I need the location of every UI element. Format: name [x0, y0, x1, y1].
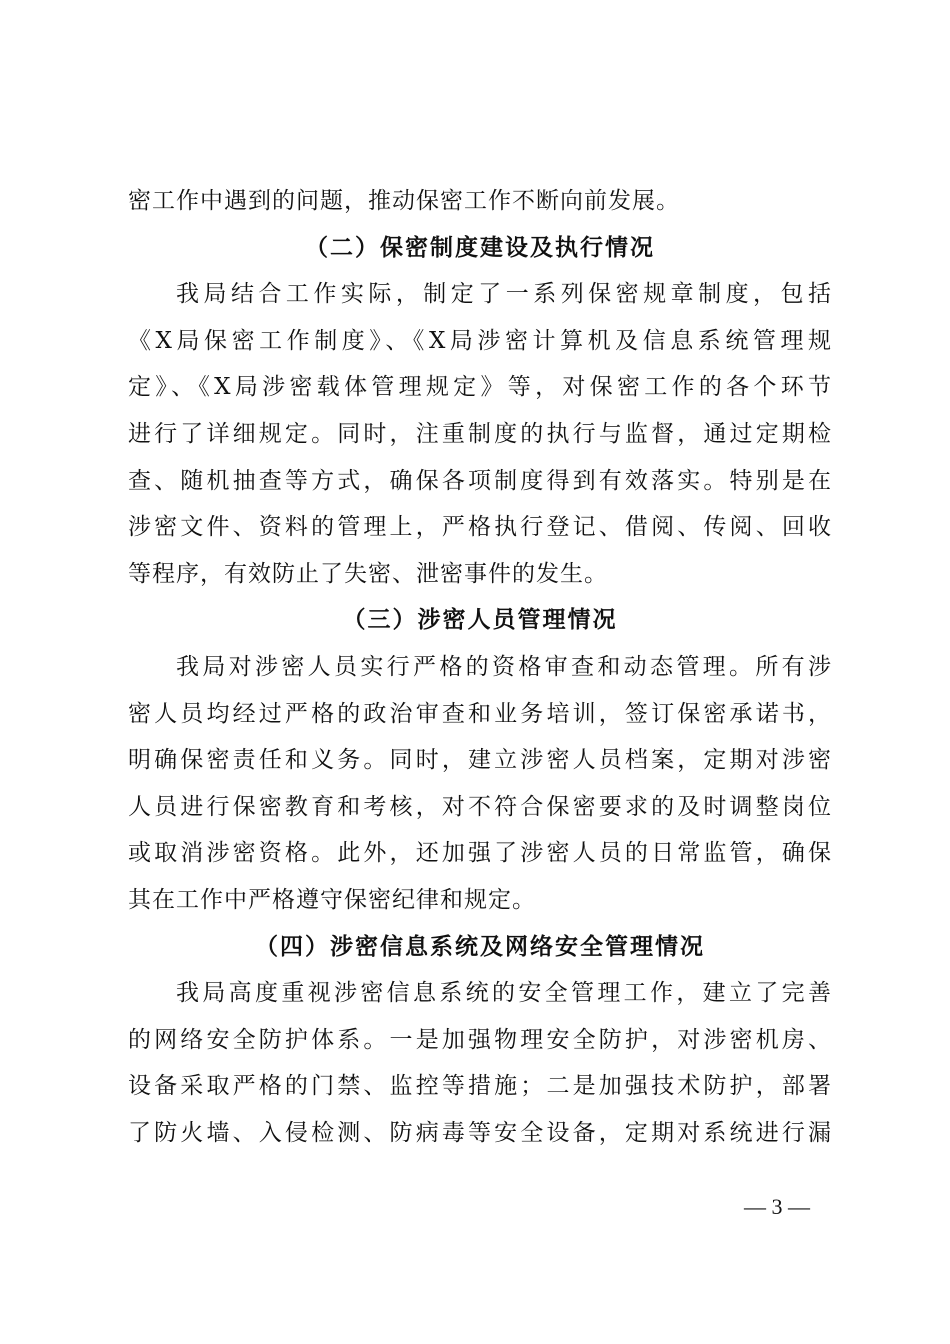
- section-4-line: 我局高度重视涉密信息系统的安全管理工作，建立了完善: [176, 980, 832, 1007]
- section-heading-2: （二）保密制度建设及执行情况: [305, 233, 655, 261]
- section-heading-3: （三）涉密人员管理情况: [342, 606, 618, 634]
- section-3-line: 密人员均经过严格的政治审查和业务培训，签订保密承诺书，: [128, 700, 832, 727]
- section-3-line: 或取消涉密资格。此外，还加强了涉密人员的日常监管，确保: [128, 840, 832, 867]
- document-body: [128, 178, 832, 1156]
- section-4-line: 的网络安全防护体系。一是加强物理安全防护，对涉密机房、: [128, 1026, 832, 1053]
- section-heading-4: （四）涉密信息系统及网络安全管理情况: [255, 932, 705, 960]
- section-3-line: 明确保密责任和义务。同时，建立涉密人员档案，定期对涉密: [128, 747, 832, 774]
- section-4-line: 设备采取严格的门禁、监控等措施；二是加强技术防护，部署: [128, 1073, 832, 1100]
- section-2-line: 查、随机抽查等方式，确保各项制度得到有效落实。特别是在: [128, 467, 832, 494]
- section-2-line: 进行了详细规定。同时，注重制度的执行与监督，通过定期检: [128, 420, 832, 447]
- section-2-line: 涉密文件、资料的管理上，严格执行登记、借阅、传阅、回收: [128, 514, 832, 541]
- section-2-line: 《X局保密工作制度》、《X局涉密计算机及信息系统管理规: [128, 327, 832, 354]
- page-number: — 3 —: [744, 1194, 810, 1219]
- section-3-line: 我局对涉密人员实行严格的资格审查和动态管理。所有涉: [176, 653, 832, 680]
- paragraph-continuation-line: 密工作中遇到的问题，推动保密工作不断向前发展。: [128, 188, 680, 214]
- section-3-line: 其在工作中严格遵守保密纪律和规定。: [128, 886, 536, 913]
- section-2-line: 我局结合工作实际，制定了一系列保密规章制度，包括: [176, 281, 832, 308]
- section-3-line: 人员进行保密教育和考核，对不符合保密要求的及时调整岗位: [128, 793, 832, 820]
- section-2-line: 定》、《X局涉密载体管理规定》等，对保密工作的各个环节: [128, 374, 832, 401]
- section-4-line: 了防火墙、入侵检测、防病毒等安全设备，定期对系统进行漏: [128, 1119, 832, 1146]
- section-2-line: 等程序，有效防止了失密、泄密事件的发生。: [128, 560, 608, 587]
